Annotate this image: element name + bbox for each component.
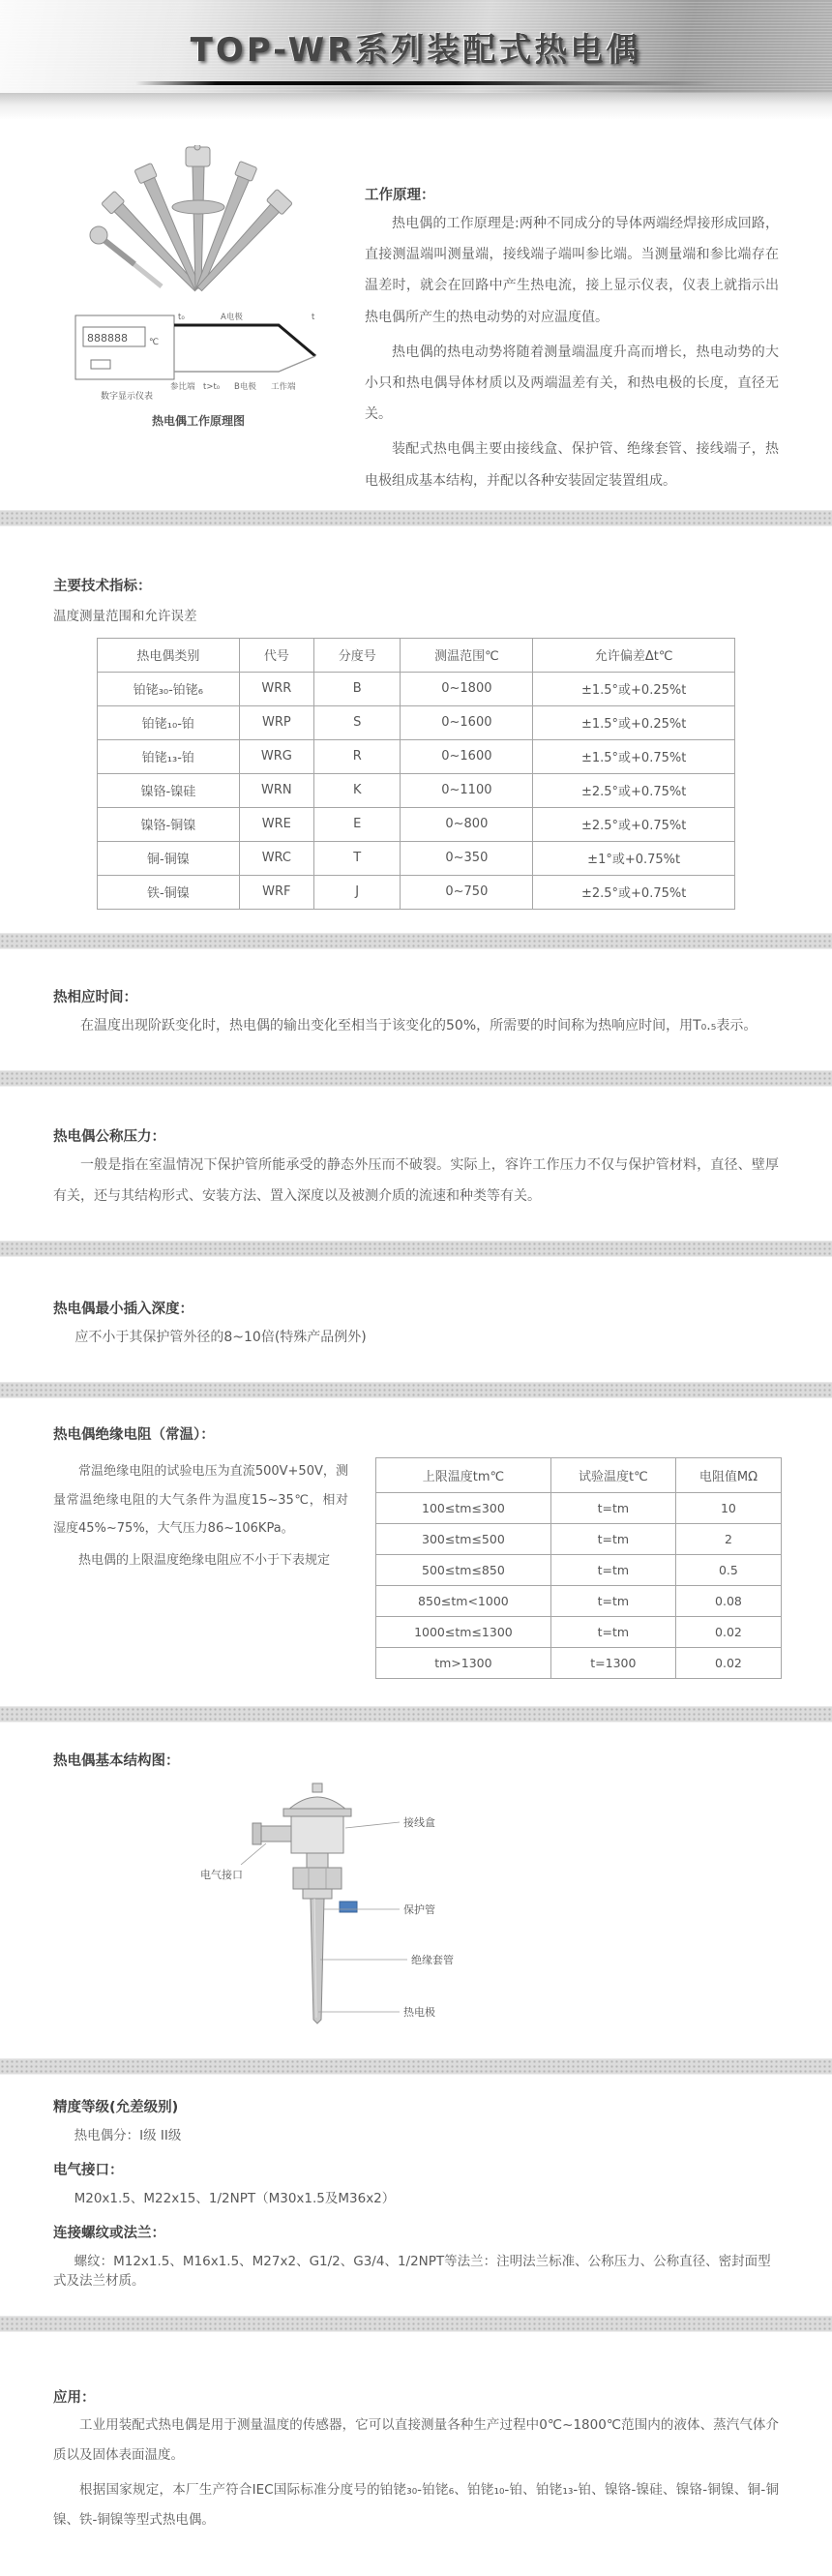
structure-section (0, 1750, 832, 2043)
insulation-resistance-table (375, 1457, 782, 1679)
table-cell: K (314, 773, 401, 807)
table-cell: ±1.5°或+0.75%t (533, 739, 735, 773)
section-separator (0, 1070, 832, 1087)
table-row (98, 807, 735, 841)
table-cell: 铂铑₁₀-铂 (98, 705, 240, 739)
table-cell: 0~800 (401, 807, 533, 841)
temperature-range-table (97, 638, 735, 910)
insulation-text (53, 1453, 348, 1679)
column-header: 电阻值MΩ (675, 1458, 781, 1493)
label-electrical-interface: 电气接口 (200, 1869, 243, 1882)
table-cell: 0.08 (675, 1586, 781, 1617)
table-cell: 500≤tm≤850 (376, 1555, 551, 1586)
table-cell: J (314, 875, 401, 909)
table-cell: 0.02 (675, 1617, 781, 1648)
section-separator (0, 1241, 832, 1257)
table-cell: 铁-铜镍 (98, 875, 240, 909)
response-time-heading: 热相应时间： (53, 989, 137, 1005)
working-principle-paragraph: 装配式热电偶主要由接线盒、保护管、绝缘套管、接线端子，热电极组成基本结构，并配以各种安装固定装置组成。 (365, 441, 779, 489)
electrode-a-wire (174, 325, 315, 356)
table-cell: WRC (239, 841, 313, 875)
table-cell: t=tm (550, 1586, 675, 1617)
column-header: 代号 (239, 638, 313, 672)
table-cell: 铜-铜镍 (98, 841, 240, 875)
thread-flange-body: 螺纹：M12x1.5、M16x1.5、M27x2、G1/2、G3/4、1/2NPT等法兰：注明法兰标准、公称压力、公称直径、密封面型式及法兰材质。 (53, 2254, 771, 2290)
response-time-section (0, 986, 832, 1041)
tech-heading: 主要技术指标： (53, 578, 152, 594)
application-heading: 应用： (53, 2390, 96, 2407)
label-electrode-b: B电极 (234, 382, 256, 392)
table-cell: 铂铑₃₀-铂铑₆ (98, 672, 240, 705)
banner-underline (135, 81, 716, 85)
section-separator (0, 1706, 832, 1722)
section-separator (0, 2058, 832, 2075)
insertion-depth-section (0, 1298, 832, 1353)
label-work-end: 工作端 (271, 382, 296, 392)
table-row (376, 1586, 782, 1617)
column-header: 上限温度tm℃ (376, 1458, 551, 1493)
junction-head (291, 1816, 343, 1853)
table-cell: B (314, 672, 401, 705)
working-principle-text (353, 130, 779, 496)
meter-body (75, 315, 174, 379)
table-row (376, 1617, 782, 1648)
column-header: 试验温度t℃ (550, 1458, 675, 1493)
column-header: 分度号 (314, 638, 401, 672)
table-cell: WRN (239, 773, 313, 807)
insulation-table-wrap (348, 1453, 782, 1679)
insulation-heading: 热电偶绝缘电阻（常温）： (53, 1427, 215, 1444)
nominal-pressure-body: 一般是指在室温情况下保护管所能承受的静态外压而不破裂。实际上，容许工作压力不仅与保护管材料，直径、壁厚有关，还与其结构形式、安装方法、置入深度以及被测介质的流速和种类等有关。 (53, 1156, 779, 1205)
table-cell: ±1.5°或+0.25%t (533, 672, 735, 705)
label-digital-meter: 数字显示仪表 (101, 392, 154, 402)
head-brim (283, 1809, 351, 1816)
column-header: 测温范围℃ (401, 638, 533, 672)
table-header-row (98, 638, 735, 672)
table-cell: 2 (675, 1524, 781, 1555)
table-cell: 0~1100 (401, 773, 533, 807)
accuracy-heading: 精度等级(允差级别) (53, 2100, 179, 2116)
protection-tube (311, 1899, 324, 2023)
table-row (98, 739, 735, 773)
table-cell: 0~1800 (401, 672, 533, 705)
application-paragraph: 工业用装配式热电偶是用于测量温度的传感器，它可以直接测量各种生产过程中0℃~1800℃范围内的液体、蒸汽气体介质以及固体表面温度。 (53, 2417, 779, 2464)
table-cell: T (314, 841, 401, 875)
working-principle-section (0, 120, 832, 496)
conduit-stub (260, 1826, 291, 1842)
table-cell: 0~1600 (401, 705, 533, 739)
table-cell: 0~1600 (401, 739, 533, 773)
table-row (98, 705, 735, 739)
insertion-depth-heading: 热电偶最小插入深度： (53, 1302, 193, 1318)
thermocouple-product-photo (67, 145, 330, 292)
table-cell: ±1.5°或+0.25%t (533, 705, 735, 739)
table-row (98, 773, 735, 807)
working-principle-paragraph: 热电偶的工作原理是:两种不同成分的导体两端经焊接形成回路，直接测温端叫测量端，接线端子端叫参比端。当测量端和参比端存在温差时，就会在回路中产生热电流，接上显示仪表，仪表上就指示出热电偶所产生的热电动势的对应温度值。 (365, 216, 779, 325)
thread-flange-heading: 连接螺纹或法兰： (53, 2226, 165, 2242)
schematic-caption: 热电偶工作原理图 (151, 414, 245, 428)
page-title: TOP-WR系列装配式热电偶 (190, 31, 642, 70)
table-row (376, 1493, 782, 1524)
table-cell: t=tm (550, 1555, 675, 1586)
meter-display-digits: 888888 (87, 332, 128, 344)
table-cell: 300≤tm≤500 (376, 1524, 551, 1555)
accuracy-body: 热电偶分：I级 II级 (74, 2128, 182, 2144)
table-cell: 10 (675, 1493, 781, 1524)
column-header: 允许偏差Δt℃ (533, 638, 735, 672)
insertion-depth-body: 应不小于其保护管外径的8~10倍(特殊产品例外) (74, 1330, 367, 1346)
table-row (376, 1524, 782, 1555)
table-row (376, 1555, 782, 1586)
table-cell: 0.02 (675, 1648, 781, 1679)
table-cell: E (314, 807, 401, 841)
label-insulating-sleeve: 绝缘套管 (411, 1954, 454, 1967)
table-cell: t=tm (550, 1524, 675, 1555)
table-cell: WRE (239, 807, 313, 841)
meter-display-unit: ℃ (149, 338, 160, 347)
table-cell: WRF (239, 875, 313, 909)
conduit-cap (253, 1823, 261, 1844)
electrical-interface-body: M20x1.5、M22x15、1/2NPT（M30x1.5及M36x2） (74, 2191, 396, 2207)
section-separator (0, 1382, 832, 1398)
structure-heading: 热电偶基本结构图： (53, 1753, 180, 1770)
table-header-row (376, 1458, 782, 1493)
label-protection-tube: 保护管 (403, 1903, 435, 1917)
working-principle-schematic (74, 300, 323, 403)
working-principle-paragraph: 热电偶的热电动势将随着测量端温度升高而增长，热电动势的大小只和热电偶导体材质以及两端温差有关，和热电极的长度，直径无关。 (365, 344, 779, 423)
table-cell: WRP (239, 705, 313, 739)
table-row (376, 1648, 782, 1679)
table-cell: ±1°或+0.75%t (533, 841, 735, 875)
insulation-paragraph: 常温绝缘电阻的试验电压为直流500V+50V，测量常温绝缘电阻的大气条件为温度15~35℃，相对湿度45%~75%，大气压力86~106KPa。 (53, 1464, 348, 1536)
table-cell: 1000≤tm≤1300 (376, 1617, 551, 1648)
tech-subheading: 温度测量范围和允许误差 (53, 608, 197, 624)
hex-nut (293, 1868, 342, 1889)
response-time-body: 在温度出现阶跃变化时，热电偶的输出变化至相当于该变化的50%，所需要的时间称为热响应时间，用T₀.₅表示。 (80, 1017, 758, 1033)
table-cell: 100≤tm≤300 (376, 1493, 551, 1524)
table-cell: 0~350 (401, 841, 533, 875)
label-electrode-a: A电极 (221, 313, 243, 322)
table-cell: t=tm (550, 1493, 675, 1524)
label-t: t (312, 313, 315, 322)
tech-indicators-section (0, 575, 832, 910)
cap-screw (312, 1783, 322, 1792)
working-principle-heading: 工作原理： (365, 188, 435, 203)
collar (303, 1889, 332, 1899)
table-cell: ±2.5°或+0.75%t (533, 807, 735, 841)
nominal-pressure-heading: 热电偶公称压力： (53, 1128, 165, 1145)
banner-fade (0, 93, 832, 120)
specs-section (0, 2096, 832, 2289)
label-ref-end: 参比端 (170, 382, 195, 392)
thermocouple-structure-diagram (198, 1780, 614, 2043)
table-cell: 0~750 (401, 875, 533, 909)
table-cell: t=tm (550, 1617, 675, 1648)
section-separator (0, 510, 832, 526)
blue-part-marker (340, 1902, 357, 1912)
neck (307, 1853, 328, 1868)
table-row (98, 875, 735, 909)
insulation-section (0, 1423, 832, 1679)
table-cell: WRG (239, 739, 313, 773)
table-row (98, 672, 735, 705)
section-separator (0, 933, 832, 949)
column-header: 热电偶类别 (98, 638, 240, 672)
nominal-pressure-section (0, 1125, 832, 1212)
label-electrode: 热电极 (403, 2006, 435, 2020)
table-cell: 0.5 (675, 1555, 781, 1586)
table-row (98, 841, 735, 875)
table-cell: 铂铑₁₃-铂 (98, 739, 240, 773)
table-cell: R (314, 739, 401, 773)
table-cell: tm>1300 (376, 1648, 551, 1679)
table-cell: t=1300 (550, 1648, 675, 1679)
electrical-interface-heading: 电气接口： (53, 2163, 124, 2179)
table-cell: ±2.5°或+0.75%t (533, 875, 735, 909)
section-separator (0, 2316, 832, 2332)
application-section (0, 2386, 832, 2575)
meter-button (91, 360, 110, 369)
page-banner (0, 0, 832, 93)
table-cell: ±2.5°或+0.75%t (533, 773, 735, 807)
table-cell: 镍铬-铜镍 (98, 807, 240, 841)
application-paragraph: 根据国家规定，本厂生产符合IEC国际标准分度号的铂铑₃₀-铂铑₆、铂铑₁₀-铂、铂铑₁₃-铂、镍铬-镍硅、镍铬-铜镍、铜-铜镍、铁-铜镍等型式热电偶。 (53, 2481, 779, 2528)
table-cell: 镍铬-镍硅 (98, 773, 240, 807)
table-cell: WRR (239, 672, 313, 705)
insulation-paragraph: 热电偶的上限温度绝缘电阻应不小于下表规定 (78, 1553, 331, 1569)
label-junction-box: 接线盒 (403, 1816, 435, 1830)
table-cell: S (314, 705, 401, 739)
label-t0: t₀ (178, 313, 185, 322)
electrode-b-wire (174, 356, 315, 372)
label-t-condition: t>t₀ (203, 382, 221, 392)
product-illustration-column (44, 130, 353, 496)
table-cell: 850≤tm<1000 (376, 1586, 551, 1617)
